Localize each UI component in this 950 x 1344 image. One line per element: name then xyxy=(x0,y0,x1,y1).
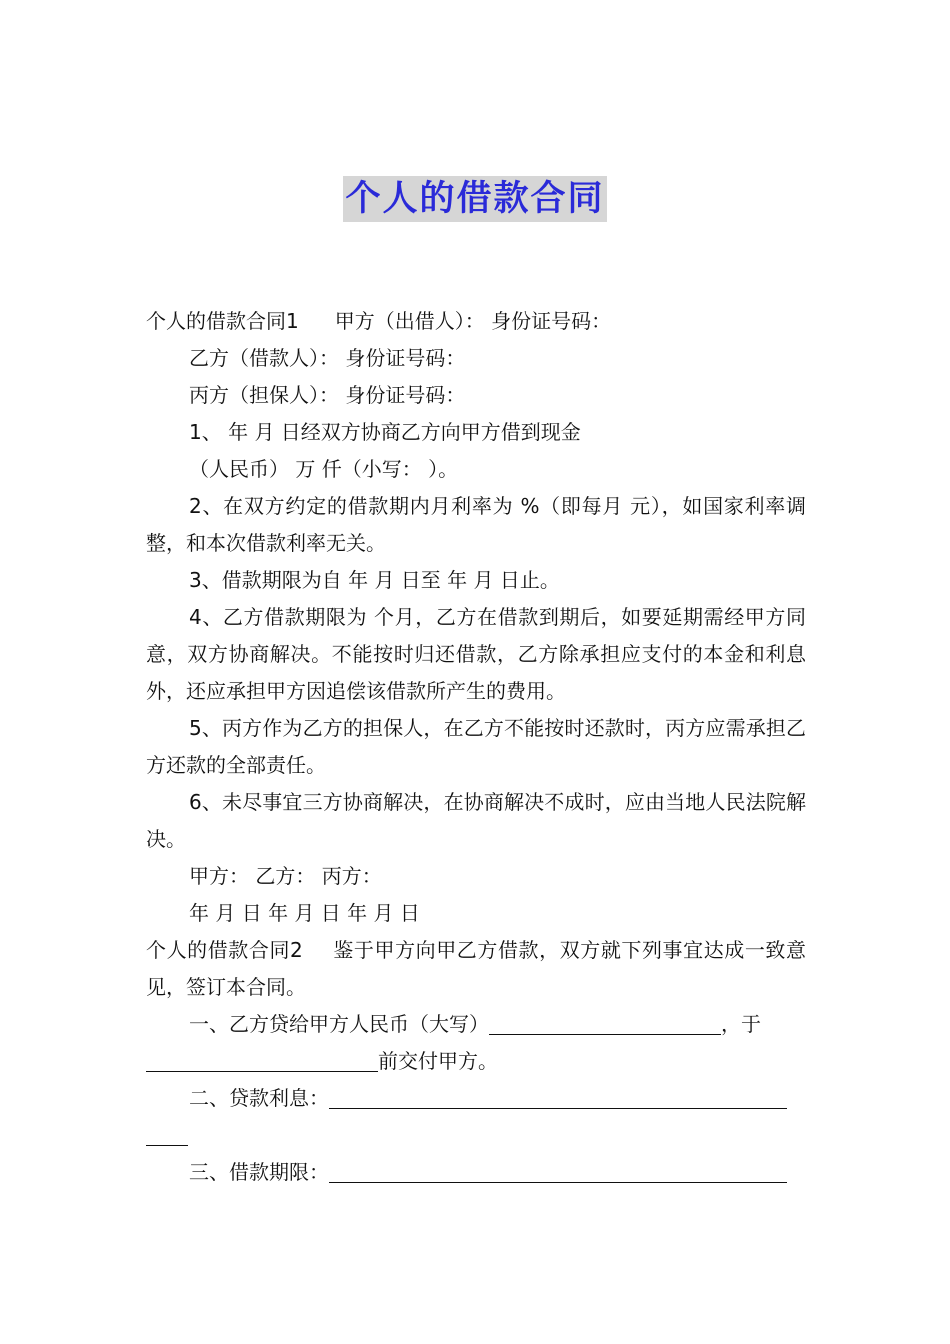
item1-tail: 前交付甲方。 xyxy=(378,1049,498,1073)
item1-line1 xyxy=(146,1006,806,1043)
item1-line2 xyxy=(146,1043,806,1080)
contract2-heading: 个人的借款合同2 xyxy=(146,938,303,962)
borrower-line: 乙方（借款人）： 身份证号码： xyxy=(189,346,466,370)
document-title-wrap xyxy=(0,176,950,228)
document-body xyxy=(146,303,806,1191)
clause6: 6、未尽事宜三方协商解决，在协商解决不成时，应由当地人民法院解决。 xyxy=(146,790,806,851)
document-title: 个人的借款合同 xyxy=(343,176,606,222)
clause4: 4、乙方借款期限为 个月，乙方在借款到期后，如要延期需经甲方同意，双方协商解决。不能按时归还借款，乙方除承担应支付的本金和利息外，还应承担甲方因追偿该借款所产生的费用。 xyxy=(146,605,806,703)
clause3: 3、借款期限为自 年 月 日至 年 月 日止。 xyxy=(189,568,560,592)
contract1-heading: 个人的借款合同1 xyxy=(146,309,299,333)
amount-blank[interactable] xyxy=(489,1012,721,1035)
contract2-intro: 鉴于甲方向甲乙方借款，双方就下列事宜达成一致意见，签订本合同。 xyxy=(146,938,807,999)
interest-blank-cont[interactable] xyxy=(146,1123,188,1146)
guarantor-line: 丙方（担保人）： 身份证号码： xyxy=(189,383,466,407)
item2-line xyxy=(146,1080,806,1117)
clause1-line2: （人民币） 万 仟（小写： ）。 xyxy=(189,457,459,481)
clause1-line1: 1、 年 月 日经双方协商乙方向甲方借到现金 xyxy=(189,420,581,444)
item2-label: 二、贷款利息： xyxy=(189,1086,329,1110)
item2-line2 xyxy=(146,1117,806,1154)
contract1-first-line xyxy=(146,303,806,340)
contract2-first-line xyxy=(146,932,806,1006)
item1-comma: ，于 xyxy=(721,1012,761,1036)
term-blank[interactable] xyxy=(329,1160,787,1183)
clause5: 5、丙方作为乙方的担保人，在乙方不能按时还款时，丙方应需承担乙方还款的全部责任。 xyxy=(146,716,806,777)
signature-line: 甲方： 乙方： 丙方： xyxy=(189,864,382,888)
date-line: 年 月 日 年 月 日 年 月 日 xyxy=(189,901,420,925)
item1-label: 一、乙方贷给甲方人民币（大写） xyxy=(189,1012,489,1036)
lender-line: 甲方（出借人）： 身份证号码： xyxy=(334,309,612,333)
date-blank[interactable] xyxy=(146,1049,378,1072)
item3-label: 三、借款期限： xyxy=(189,1160,329,1184)
interest-blank[interactable] xyxy=(329,1086,787,1109)
clause2: 2、在双方约定的借款期内月利率为 %（即每月 元），如国家利率调整，和本次借款利率无关。 xyxy=(146,494,806,555)
item3-line xyxy=(146,1154,806,1191)
